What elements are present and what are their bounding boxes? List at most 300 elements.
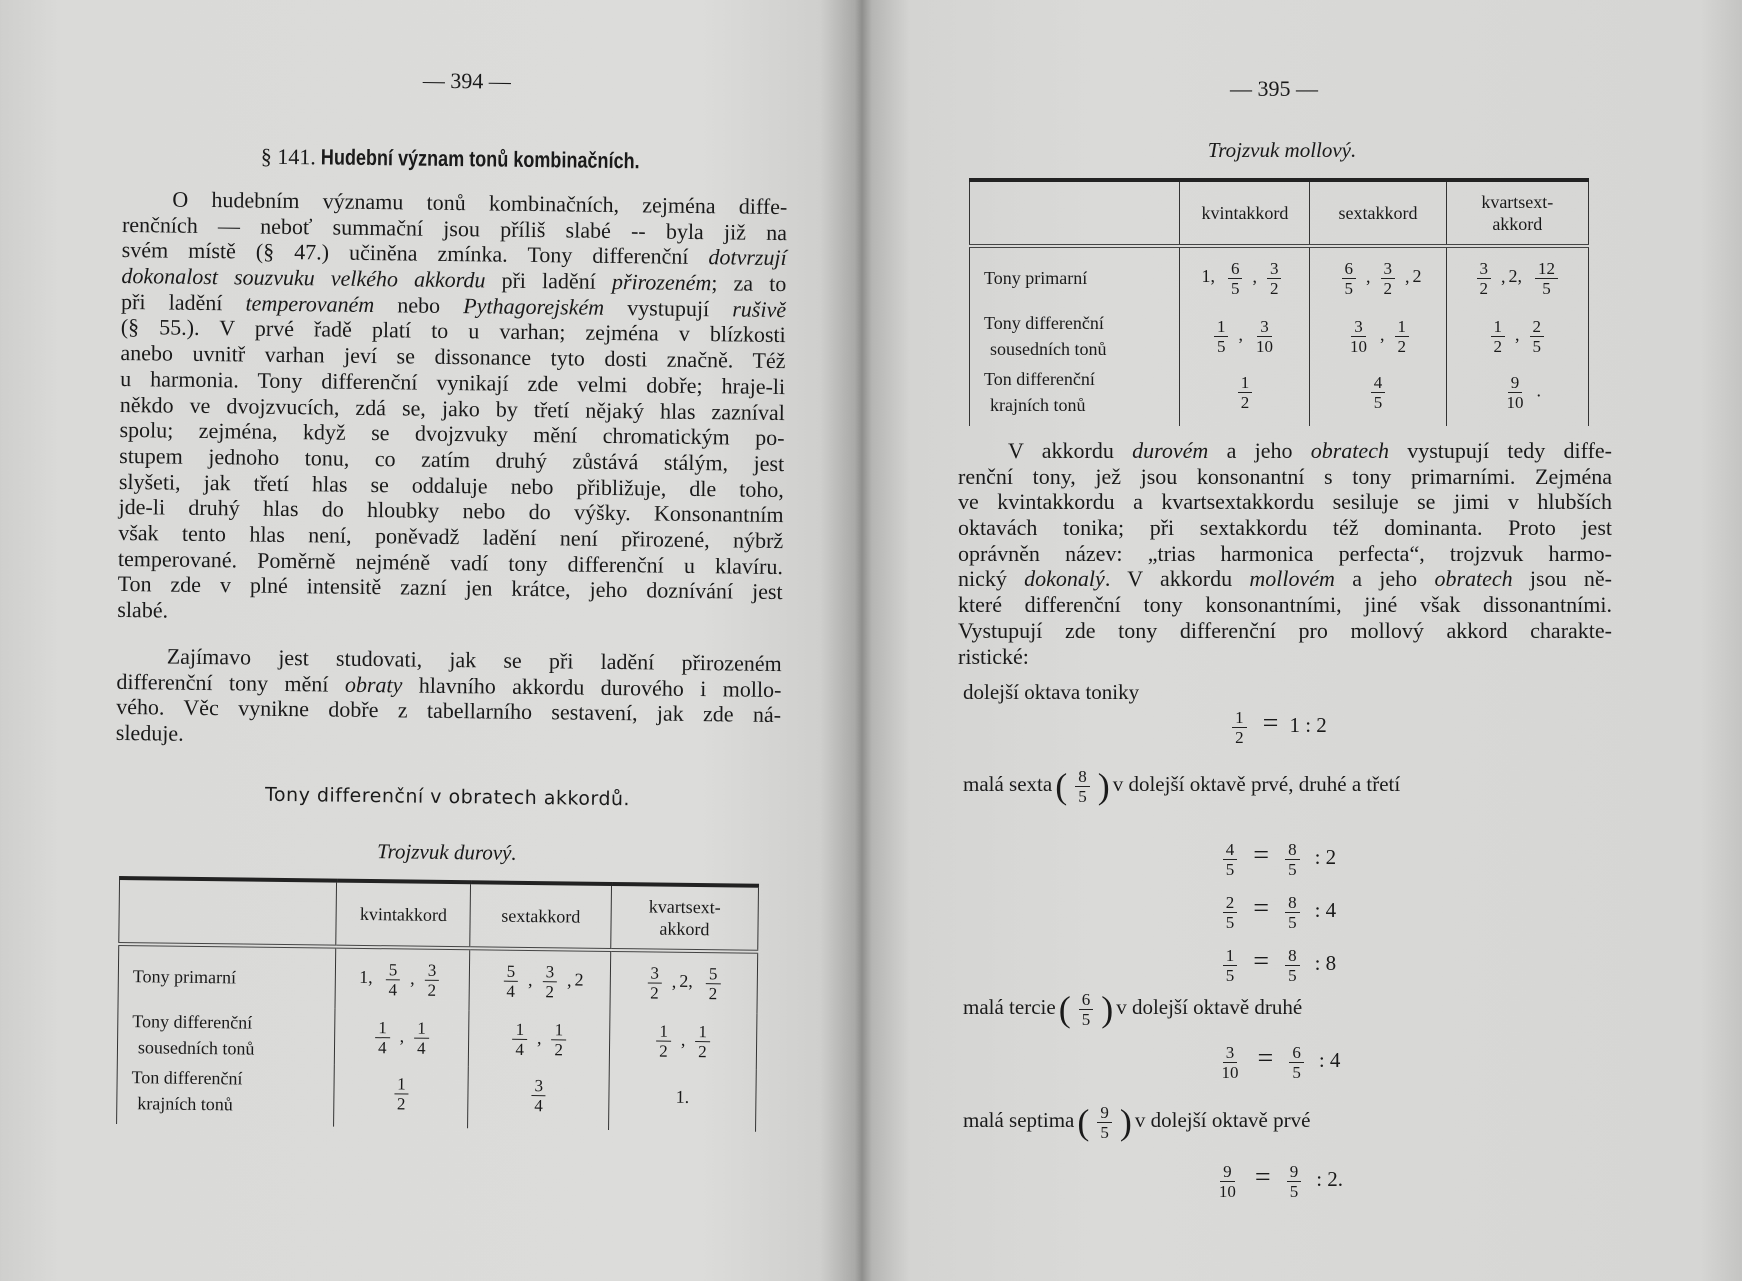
denominator: 2: [1383, 278, 1393, 298]
italic-run: dokonalý: [1024, 566, 1105, 592]
punctuation: ,: [537, 1027, 542, 1048]
fraction: [1287, 1162, 1302, 1201]
numerator: 9: [1287, 1162, 1302, 1182]
fraction: [1267, 259, 1282, 298]
fraction: [1219, 1043, 1242, 1082]
column-header: [1446, 180, 1588, 246]
paragraph: [117, 186, 787, 631]
section-heading: [123, 142, 788, 176]
denominator: 5: [1288, 966, 1297, 985]
text-run: renčních — neboť summační jsou příliš slabé -- byla již na: [121, 211, 788, 245]
numerator: 3: [531, 1076, 546, 1096]
text-token: malá sexta: [963, 771, 1053, 796]
fraction: [1535, 259, 1558, 298]
text-run: nický: [958, 566, 1025, 592]
italic-run: mollovém: [1249, 566, 1335, 592]
numerator: 5: [706, 964, 721, 984]
text-run: temperované. Poměrně nejméně vadí tony differenční u klavíru.: [117, 545, 784, 579]
denominator: 5: [1225, 966, 1235, 985]
math-label: [958, 680, 1144, 705]
punctuation: .: [1536, 380, 1542, 401]
table-cell: [1180, 246, 1310, 308]
text-line: [958, 541, 1612, 567]
numerator: 4: [1223, 840, 1238, 860]
numerator: 12: [1535, 259, 1558, 279]
text-run: Ton zde v plné intensitě zazní jen krátce, jeho doznívání jest: [117, 571, 783, 605]
denominator: 10: [1218, 1182, 1236, 1201]
numerator: 8: [1285, 840, 1300, 860]
numerator: 3: [1223, 1043, 1238, 1063]
text-token: : 4: [1314, 898, 1337, 923]
numerator: 9: [1508, 373, 1523, 393]
table-cell: [1446, 246, 1588, 308]
row-label-line: Tony differenční: [132, 1011, 253, 1033]
numerator: 4: [1371, 373, 1386, 393]
fraction: [394, 1074, 409, 1113]
table-cell: [609, 1068, 757, 1132]
denominator: 10: [1350, 336, 1368, 356]
text-line: [958, 489, 1612, 515]
denominator: 10: [1506, 392, 1524, 412]
italic-run: Pythagorejském: [463, 292, 605, 320]
denominator: 10: [1255, 336, 1273, 356]
text-token: ): [1119, 1102, 1132, 1142]
punctuation: ,: [680, 1028, 686, 1050]
punctuation: ,: [399, 1025, 405, 1046]
numerator: 1: [656, 1021, 671, 1041]
numerator: 1: [1223, 946, 1238, 966]
row-label-line: Tony primarní: [132, 966, 237, 988]
text-run: a jeho: [1208, 438, 1311, 463]
header-cell-empty: [119, 878, 337, 947]
text-token: 1 : 2: [1289, 713, 1327, 738]
text-run: jsou ně-: [1512, 566, 1612, 592]
table-cell: [335, 1009, 470, 1067]
table-row: [970, 308, 1589, 364]
text-run: svém místě (§ 47.) učiněna zmínka. Tony differenční: [121, 237, 709, 270]
text-line: [958, 515, 1612, 541]
text-token: =: [1257, 1043, 1274, 1075]
table-cell: [469, 1010, 610, 1068]
denominator: 4: [515, 1039, 525, 1059]
text-token: v dolejší oktavě druhé: [1116, 994, 1303, 1019]
fraction: [656, 1021, 671, 1060]
denominator: 10: [1221, 1063, 1239, 1082]
table-cell: [335, 947, 470, 1011]
punctuation: ,: [1366, 266, 1371, 287]
row-label-line: Tony primarní: [984, 268, 1088, 288]
punctuation: ,: [1405, 266, 1410, 287]
text-run: vého. Věc vynikne dobře z tabellarního sestavení, jak zde ná-: [116, 694, 782, 728]
row-label-line: Tony differenční: [984, 313, 1104, 333]
text-run: u harmonia. Tony differenční vynikají zde velmi dobře; hraje-li: [120, 365, 786, 399]
numerator: 8: [1285, 946, 1300, 966]
numerator: 9: [1097, 1103, 1112, 1123]
text-token: 2: [1412, 266, 1422, 287]
major-triad-table: [116, 876, 759, 1132]
fraction: [531, 1076, 546, 1115]
text-token: 1.: [675, 1086, 690, 1107]
text-token: : 4: [1318, 1048, 1341, 1073]
numerator: 5: [386, 960, 401, 980]
equation: [870, 893, 1684, 932]
row-label-line: sousedních tonů: [990, 339, 1107, 359]
row-label: [970, 246, 1180, 308]
left-page-394: [0, 0, 868, 1281]
denominator: 5: [1289, 1182, 1299, 1201]
column-header: [336, 881, 471, 949]
equation: [870, 1162, 1684, 1201]
italic-run: obraty: [344, 671, 403, 698]
numerator: 2: [1530, 317, 1545, 337]
numerator: 1: [552, 1020, 567, 1040]
header-line: akkord: [659, 918, 710, 940]
fraction: [1504, 373, 1527, 412]
denominator: 2: [659, 1041, 668, 1061]
denominator: 5: [1532, 336, 1542, 356]
paragraph: [116, 643, 782, 754]
header-line: akkord: [1492, 214, 1543, 234]
denominator: 5: [1078, 786, 1087, 806]
text-line: [958, 644, 1612, 670]
column-header: [1310, 180, 1446, 246]
denominator: 2: [650, 982, 659, 1003]
numerator: 1: [1238, 373, 1253, 393]
paragraph: [958, 438, 1612, 669]
fraction: [1232, 708, 1247, 747]
text-token: v dolejší oktavě prvé: [1134, 1107, 1311, 1132]
text-run: při ladění: [120, 288, 246, 316]
equation: [870, 708, 1684, 747]
row-label: [117, 1062, 335, 1127]
table-cell: [609, 1012, 757, 1070]
fraction: [706, 964, 721, 1003]
equation: [870, 946, 1684, 985]
table-row: [117, 1062, 757, 1132]
denominator: 5: [1373, 392, 1383, 412]
denominator: 5: [1100, 1122, 1109, 1142]
table-cell: [334, 1065, 469, 1129]
text-token: : 2.: [1316, 1167, 1344, 1192]
text-run: stupem jednoho tonu, co zatím druhý zůstává stálým, jest: [119, 442, 785, 476]
text-run: (§ 55.). V prvé řadě platí to u varhan; zejména v blízkosti: [120, 314, 786, 348]
table-row: [970, 246, 1589, 308]
row-label-line: krajních tonů: [137, 1093, 233, 1115]
italic-run: rušivě: [732, 296, 787, 322]
numerator: 3: [647, 963, 662, 983]
denominator: 2: [545, 981, 555, 1001]
table-cell: [1310, 308, 1446, 364]
table-header-row: [970, 180, 1589, 246]
denominator: 4: [377, 1037, 387, 1057]
section-title: Hudební význam tonů kombinačních.: [321, 144, 641, 174]
table-row: [970, 364, 1589, 426]
italic-run: obratech: [1310, 438, 1389, 463]
numerator: 8: [1285, 893, 1300, 913]
equation: [870, 1043, 1684, 1082]
text-run: někdo ve dvojzvucích, zdá se, jako by třetí nějaký hlas zazníval: [119, 391, 785, 425]
text-token: (: [1055, 766, 1068, 806]
table-cell: [469, 948, 610, 1012]
text-run: . V akkordu: [1104, 566, 1250, 592]
numerator: 1: [394, 1074, 409, 1094]
row-label-line: Ton differenční: [984, 369, 1095, 389]
text-token: =: [1253, 893, 1270, 925]
table-cell: [1446, 308, 1588, 364]
fraction: [1223, 893, 1238, 932]
header-cell-empty: [970, 180, 1180, 246]
column-header: [611, 884, 759, 952]
table-cell: [1446, 364, 1588, 426]
text-token: dolejší oktava toniky: [963, 680, 1140, 704]
denominator: 2: [396, 1093, 406, 1113]
text-token: 2,: [679, 970, 693, 992]
denominator: 5: [1216, 336, 1226, 356]
numerator: 1: [695, 1022, 710, 1042]
text-token: =: [1254, 1162, 1271, 1194]
fraction: [414, 1018, 429, 1057]
text-token: : 8: [1314, 951, 1337, 976]
fraction: [1097, 1103, 1112, 1142]
fraction: [1289, 1043, 1304, 1082]
table-cell: [1310, 364, 1446, 426]
denominator: 5: [1542, 278, 1551, 298]
fraction: [1253, 317, 1276, 356]
text-run: oprávněn název: „trias harmonica perfecta“, trojzvuk harmo-: [958, 540, 1612, 566]
denominator: 2: [554, 1039, 564, 1059]
text-run: spolu; zejména, když se dvojzvuky mění chromatickým po-: [119, 417, 785, 451]
fraction: [1075, 767, 1090, 806]
denominator: 2: [427, 980, 437, 1000]
text-run: renční tony, jež jsou konsonantní s tony primarními. Zejména: [958, 463, 1612, 489]
text-run: při ladění: [485, 267, 613, 295]
punctuation: ,: [1252, 266, 1257, 287]
denominator: 2: [698, 1041, 707, 1061]
math-label: [958, 765, 1405, 807]
text-run: slyšeti, jak třetí hlas se oddaluje nebo přibližuje, dle toho,: [118, 468, 785, 502]
fraction: [1228, 259, 1243, 298]
numerator: 1: [375, 1018, 390, 1038]
denominator: 4: [388, 979, 398, 999]
row-label-line: sousedních tonů: [137, 1037, 255, 1059]
table-row: [117, 1006, 757, 1070]
denominator: 4: [534, 1095, 543, 1115]
denominator: 5: [1288, 913, 1297, 932]
denominator: 5: [1225, 860, 1235, 879]
numerator: 8: [1075, 767, 1090, 787]
numerator: 6: [1079, 990, 1094, 1010]
fraction: [1491, 317, 1506, 356]
denominator: 4: [416, 1038, 426, 1058]
text-run: Zajímavo jest studovati, jak se při ladění přirozeném: [166, 643, 782, 677]
numerator: 3: [1477, 259, 1492, 279]
text-token: 1,: [359, 967, 373, 988]
denominator: 2: [1240, 392, 1250, 412]
numerator: 6: [1342, 259, 1357, 279]
fraction: [695, 1022, 710, 1061]
numerator: 3: [1351, 317, 1366, 337]
row-label-line: Ton differenční: [131, 1067, 243, 1089]
text-run: nebo: [374, 291, 464, 318]
punctuation: ,: [1380, 324, 1385, 345]
numerator: 1: [414, 1018, 429, 1038]
numerator: 1: [1395, 317, 1410, 337]
text-run: Vystupují zde tony differenční pro mollový akkord charakte-: [958, 617, 1612, 643]
table-cell: [1310, 246, 1446, 308]
column-header: [470, 882, 611, 950]
denominator: 2: [708, 983, 718, 1003]
text-run: oktavách tonika; při sextakkordu též dominanta. Proto jest: [958, 515, 1612, 541]
text-run: vystupují tedy diffe-: [1388, 438, 1612, 463]
numerator: 3: [1267, 259, 1282, 279]
fraction: [375, 1018, 390, 1057]
text-run: anebo uvnitř varhan jeví se dissonance tyto dosti značně. Též: [120, 340, 786, 374]
fraction: [424, 960, 439, 999]
punctuation: ,: [566, 969, 572, 990]
fraction: [1223, 840, 1238, 879]
italic-run: obratech: [1434, 566, 1513, 592]
text-token: 2,: [1508, 266, 1523, 287]
italic-run: dotvrzují: [708, 244, 787, 271]
numerator: 3: [425, 960, 440, 980]
numerator: 6: [1228, 259, 1243, 279]
text-run: O hudebním významu tonů kombinačních, zejména diffe-: [172, 186, 788, 220]
text-line: [958, 566, 1612, 592]
table-row: [118, 944, 758, 1014]
numerator: 3: [1257, 317, 1272, 337]
table-cell: [610, 950, 758, 1014]
fraction: [1216, 1162, 1239, 1201]
text-run: sleduje.: [115, 719, 184, 746]
text-run: jde-li druhý hlas do hloubky nebo do výšky. Konsonantním: [118, 494, 784, 528]
column-header: [1180, 180, 1310, 246]
page-number: — 395 —: [1230, 76, 1318, 101]
fraction: [1342, 259, 1357, 298]
numerator: 6: [1289, 1043, 1304, 1063]
fraction: [551, 1020, 566, 1059]
denominator: 2: [1479, 278, 1489, 298]
text-run: slabé.: [117, 596, 169, 623]
numerator: 2: [1223, 893, 1238, 913]
text-line: [958, 464, 1612, 490]
italic-run: přirozeném: [611, 269, 712, 296]
denominator: 2: [1493, 336, 1503, 356]
equation: [870, 840, 1684, 879]
denominator: 5: [1081, 1009, 1091, 1029]
numerator: 1: [1491, 317, 1506, 337]
header-line: kvartsext-: [1481, 192, 1554, 212]
punctuation: ,: [1515, 324, 1520, 345]
fraction: [1530, 317, 1545, 356]
denominator: 5: [1288, 860, 1297, 879]
punctuation: ,: [1238, 324, 1243, 345]
fraction: [1477, 259, 1492, 298]
fraction: [1347, 317, 1370, 356]
math-label: [958, 988, 1307, 1030]
punctuation: ,: [410, 967, 415, 988]
section-number: § 141.: [260, 143, 316, 170]
header-line: kvartsext-: [648, 896, 721, 918]
text-run: V akkordu: [1008, 438, 1133, 463]
denominator: 5: [1225, 913, 1235, 932]
text-token: =: [1253, 946, 1270, 978]
fraction: [512, 1019, 527, 1058]
numerator: 3: [1381, 259, 1396, 279]
text-token: (: [1077, 1102, 1090, 1142]
row-label: [118, 944, 336, 1009]
punctuation: ,: [1501, 266, 1506, 287]
text-line: [958, 618, 1612, 644]
text-token: 1,: [1201, 266, 1215, 287]
numerator: 1: [513, 1019, 528, 1039]
denominator: 2: [1397, 336, 1407, 356]
denominator: 2: [1235, 728, 1244, 747]
text-token: =: [1253, 840, 1270, 872]
italic-run: temperovaném: [245, 290, 375, 317]
row-label: [970, 364, 1180, 426]
minor-triad-table: [969, 178, 1589, 426]
fraction: [1285, 840, 1300, 879]
text-run: ristické:: [958, 643, 1029, 669]
right-page-395: [870, 0, 1742, 1276]
row-label: [117, 1006, 335, 1065]
punctuation: ,: [671, 970, 677, 991]
numerator: 3: [543, 962, 558, 982]
table-subtitle: Trojzvuk mollový.: [1207, 138, 1357, 162]
fraction: [1285, 893, 1300, 932]
italic-run: dokonalost souzvuku velkého akkordu: [121, 263, 486, 293]
table-cell: [1180, 364, 1310, 426]
denominator: 5: [1230, 278, 1240, 298]
denominator: 4: [506, 981, 516, 1001]
text-token: v dolejší oktavě prvé, druhé a třetí: [1112, 771, 1401, 796]
table-header-row: [119, 878, 759, 952]
punctuation: ,: [527, 969, 533, 990]
text-run: a jeho: [1334, 566, 1435, 592]
header-line: sextakkord: [1338, 203, 1418, 223]
fraction: [647, 963, 662, 1002]
row-label: [970, 308, 1180, 364]
text-run: hlavního akkordu durového i mollo-: [402, 672, 782, 702]
italic-run: durovém: [1132, 438, 1209, 463]
page-number: — 394 —: [422, 67, 511, 94]
fraction: [542, 962, 557, 1001]
text-token: : 2: [1314, 845, 1337, 870]
numerator: 1: [1232, 708, 1247, 728]
text-run: ; za to: [711, 270, 787, 297]
fraction: [1079, 990, 1094, 1029]
fraction: [1381, 259, 1396, 298]
table-subtitle: Trojzvuk durový.: [376, 839, 517, 865]
numerator: 5: [504, 961, 519, 981]
row-label-line: krajních tonů: [990, 395, 1086, 415]
text-token: (: [1058, 989, 1071, 1029]
text-run: ve kvintakkordu a kvartsextakkordu sesiluje se jimi v hlubších: [958, 489, 1612, 515]
text-token: ): [1097, 766, 1110, 806]
denominator: 5: [1292, 1063, 1301, 1082]
text-token: =: [1262, 708, 1279, 740]
table-cell: [1180, 308, 1310, 364]
fraction: [1238, 373, 1253, 412]
denominator: 2: [1269, 278, 1279, 298]
header-line: kvintakkord: [1201, 203, 1289, 223]
math-label: [958, 1101, 1315, 1143]
header-line: sextakkord: [501, 905, 581, 927]
text-run: však tento hlas není, poněvadž ladění není přirozené, nýbrž: [118, 519, 784, 554]
text-run: differenční tony mění: [116, 668, 346, 697]
fraction: [503, 961, 518, 1000]
text-token: malá tercie: [963, 994, 1056, 1019]
